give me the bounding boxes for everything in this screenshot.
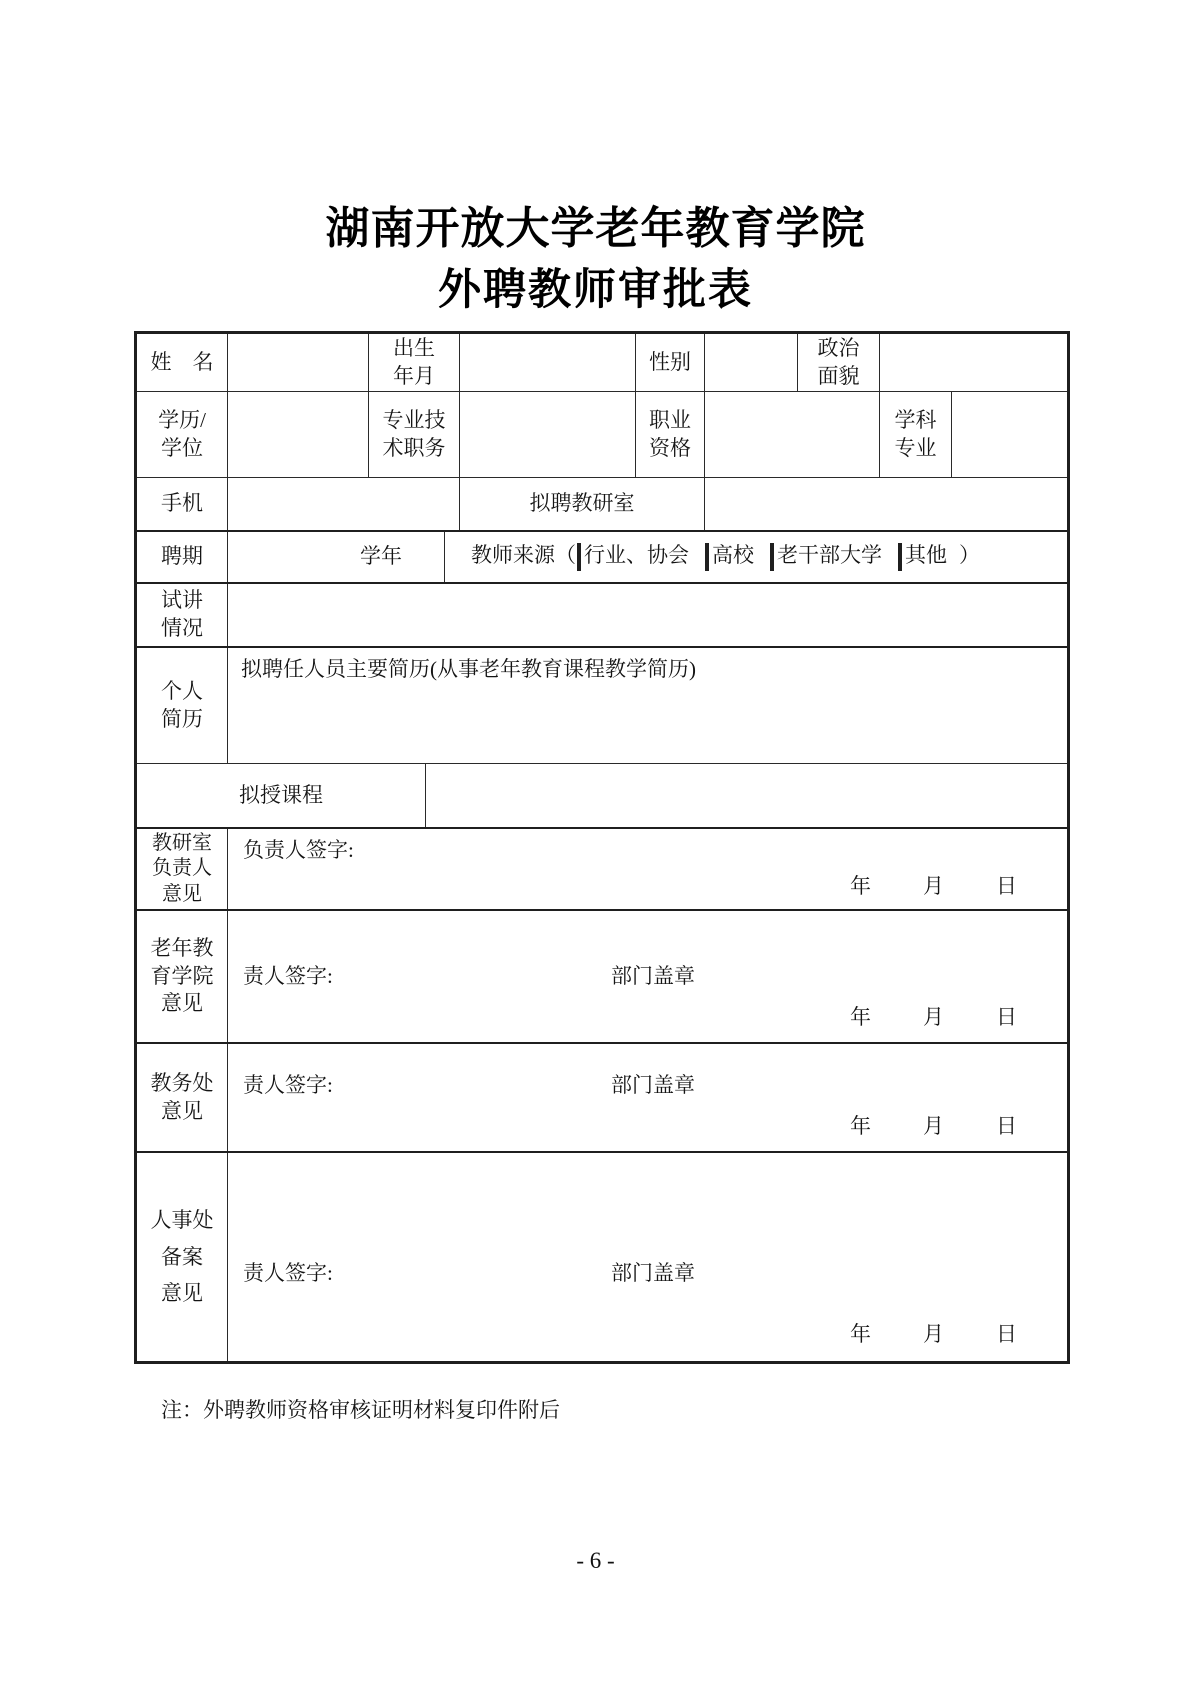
college-label-line3: 意见 <box>161 991 203 1016</box>
birth-label-line1: 出生 <box>393 335 435 360</box>
footnote: 注：外聘教师资格审核证明材料复印件附后 <box>161 1398 560 1422</box>
discipline-label <box>879 392 951 477</box>
day-label: 日 <box>996 1005 1017 1030</box>
resume-label-line1: 个人 <box>161 678 203 703</box>
month-label: 月 <box>923 1322 944 1347</box>
birth-label-line2: 年月 <box>393 363 435 388</box>
year-label: 年 <box>850 874 871 899</box>
academic-affairs-opinion-cell <box>227 1044 1067 1151</box>
birth-date-value-cell <box>459 334 635 391</box>
source-option-other: 其他 <box>905 543 947 568</box>
proposed-office-label-text: 拟聘教研室 <box>529 491 635 516</box>
name-value-cell <box>227 334 368 391</box>
college-sign-label: 责人签字: <box>243 963 333 988</box>
proposed-office-label <box>459 478 704 530</box>
year-label: 年 <box>850 1005 871 1030</box>
qualification-value-cell <box>704 392 879 477</box>
term-value-cell <box>227 532 444 582</box>
courses-label-text: 拟授课程 <box>239 782 323 807</box>
gender-value-cell <box>704 334 797 391</box>
trial-label-line2: 情况 <box>161 616 203 640</box>
trial-lecture-label <box>137 584 227 646</box>
personnel-seal-label: 部门盖章 <box>611 1260 695 1285</box>
academic-affairs-opinion-label <box>137 1044 227 1151</box>
phone-label-text: 手机 <box>161 491 203 516</box>
college-opinion-cell <box>227 911 1067 1042</box>
source-option-industry: 行业、协会 <box>584 543 689 568</box>
education-label <box>137 392 227 477</box>
university-checkbox <box>705 543 709 571</box>
term-label-text: 聘期 <box>161 544 203 569</box>
personnel-opinion-cell <box>227 1153 1067 1361</box>
college-seal-label: 部门盖章 <box>611 963 695 988</box>
courses-value-cell <box>425 764 1067 827</box>
row-office-head-opinion <box>137 827 1067 909</box>
political-label-line1: 政治 <box>817 335 860 360</box>
document-title-line2: 外聘教师审批表 <box>438 266 753 314</box>
approval-form-table <box>134 331 1070 1364</box>
office-head-opinion-label <box>137 829 227 909</box>
college-label-line1: 老年教 <box>150 935 214 960</box>
tech-title-label-line2: 术职务 <box>382 435 446 460</box>
name-label-text: 姓 名 <box>150 349 214 374</box>
resume-hint-text: 拟聘任人员主要简历(从事老年教育课程教学简历) <box>241 657 696 681</box>
month-label: 月 <box>923 1005 944 1030</box>
college-label-line2: 育学院 <box>150 963 214 988</box>
qualification-label-line1: 职业 <box>649 407 691 432</box>
office-head-label-line1: 教研室 <box>152 832 212 855</box>
year-label: 年 <box>850 1114 871 1139</box>
other-checkbox <box>898 543 902 571</box>
academic-affairs-seal-label: 部门盖章 <box>611 1072 695 1097</box>
discipline-label-line1: 学科 <box>894 407 937 432</box>
row-courses <box>137 763 1067 827</box>
courses-label <box>137 764 425 827</box>
personnel-sign-label: 责人签字: <box>243 1260 333 1285</box>
cadre-university-checkbox <box>770 543 774 571</box>
discipline-value-cell <box>951 392 1067 477</box>
birth-date-label <box>368 334 459 391</box>
office-head-sign-label: 负责人签字: <box>243 838 354 862</box>
row-personnel-opinion <box>137 1151 1067 1361</box>
month-label: 月 <box>923 1114 944 1139</box>
political-status-label <box>797 334 879 391</box>
row-basic-info-2 <box>137 391 1067 477</box>
month-label: 月 <box>923 874 944 899</box>
day-label: 日 <box>996 874 1017 899</box>
academic-affairs-label-line1: 教务处 <box>150 1070 214 1095</box>
education-label-line2: 学位 <box>161 435 203 460</box>
resume-label <box>137 648 227 763</box>
education-label-line1: 学历/ <box>158 407 206 432</box>
academic-affairs-label-line2: 意见 <box>161 1098 203 1123</box>
row-basic-info-1 <box>137 334 1067 391</box>
qualification-label <box>635 392 704 477</box>
teacher-source-suffix: ） <box>959 543 980 568</box>
gender-label-text: 性别 <box>649 349 691 374</box>
college-sign-line <box>228 963 1067 991</box>
row-college-opinion <box>137 909 1067 1042</box>
academic-affairs-date-line <box>228 1113 1067 1141</box>
political-status-value-cell <box>879 334 1067 391</box>
trial-lecture-value-cell <box>227 584 1067 646</box>
name-label <box>137 334 227 391</box>
resume-label-line2: 简历 <box>161 706 203 731</box>
resume-value-cell <box>227 648 1067 763</box>
teacher-source-cell <box>444 532 1067 582</box>
source-option-university: 高校 <box>712 543 754 568</box>
teacher-source-prefix: 教师来源（ <box>471 543 576 568</box>
document-title-line1: 湖南开放大学老年教育学院 <box>325 204 866 253</box>
gender-label <box>635 334 704 391</box>
office-head-opinion-cell <box>227 829 1067 909</box>
term-unit-label: 学年 <box>360 544 402 569</box>
academic-affairs-sign-label: 责人签字: <box>243 1072 333 1097</box>
discipline-label-line2: 专业 <box>894 435 937 460</box>
row-trial-lecture <box>137 582 1067 646</box>
row-phone <box>137 477 1067 530</box>
row-term-source <box>137 530 1067 582</box>
proposed-office-value-cell <box>704 478 1067 530</box>
college-opinion-label <box>137 911 227 1042</box>
row-academic-affairs-opinion <box>137 1042 1067 1151</box>
year-label: 年 <box>850 1322 871 1347</box>
personnel-label-line1: 人事处 <box>150 1207 214 1232</box>
day-label: 日 <box>996 1114 1017 1139</box>
tech-title-value-cell <box>459 392 635 477</box>
phone-label <box>137 478 227 530</box>
phone-value-cell <box>227 478 459 530</box>
office-head-date-line <box>228 873 1067 901</box>
page-number: - 6 - <box>576 1548 615 1573</box>
personnel-opinion-label <box>137 1153 227 1361</box>
tech-title-label-line1: 专业技 <box>382 407 446 432</box>
personnel-date-line <box>228 1321 1067 1349</box>
source-option-cadre-university: 老干部大学 <box>777 543 882 568</box>
trial-label-line1: 试讲 <box>161 588 203 613</box>
tech-title-label <box>368 392 459 477</box>
personnel-sign-line <box>228 1260 1067 1288</box>
academic-affairs-sign-line <box>228 1072 1067 1100</box>
education-value-cell <box>227 392 368 477</box>
industry-checkbox <box>577 543 581 571</box>
office-head-sign-line <box>228 837 1067 865</box>
row-resume <box>137 646 1067 763</box>
personnel-label-line2: 备案 <box>161 1244 203 1269</box>
office-head-label-line2: 负责人 <box>152 857 212 880</box>
political-label-line2: 面貌 <box>817 363 860 388</box>
qualification-label-line2: 资格 <box>649 435 691 460</box>
day-label: 日 <box>996 1322 1017 1347</box>
term-label <box>137 532 227 582</box>
college-date-line <box>228 1004 1067 1032</box>
office-head-label-line3: 意见 <box>162 882 202 905</box>
teacher-source-line <box>445 542 980 572</box>
personnel-label-line3: 意见 <box>161 1281 203 1306</box>
